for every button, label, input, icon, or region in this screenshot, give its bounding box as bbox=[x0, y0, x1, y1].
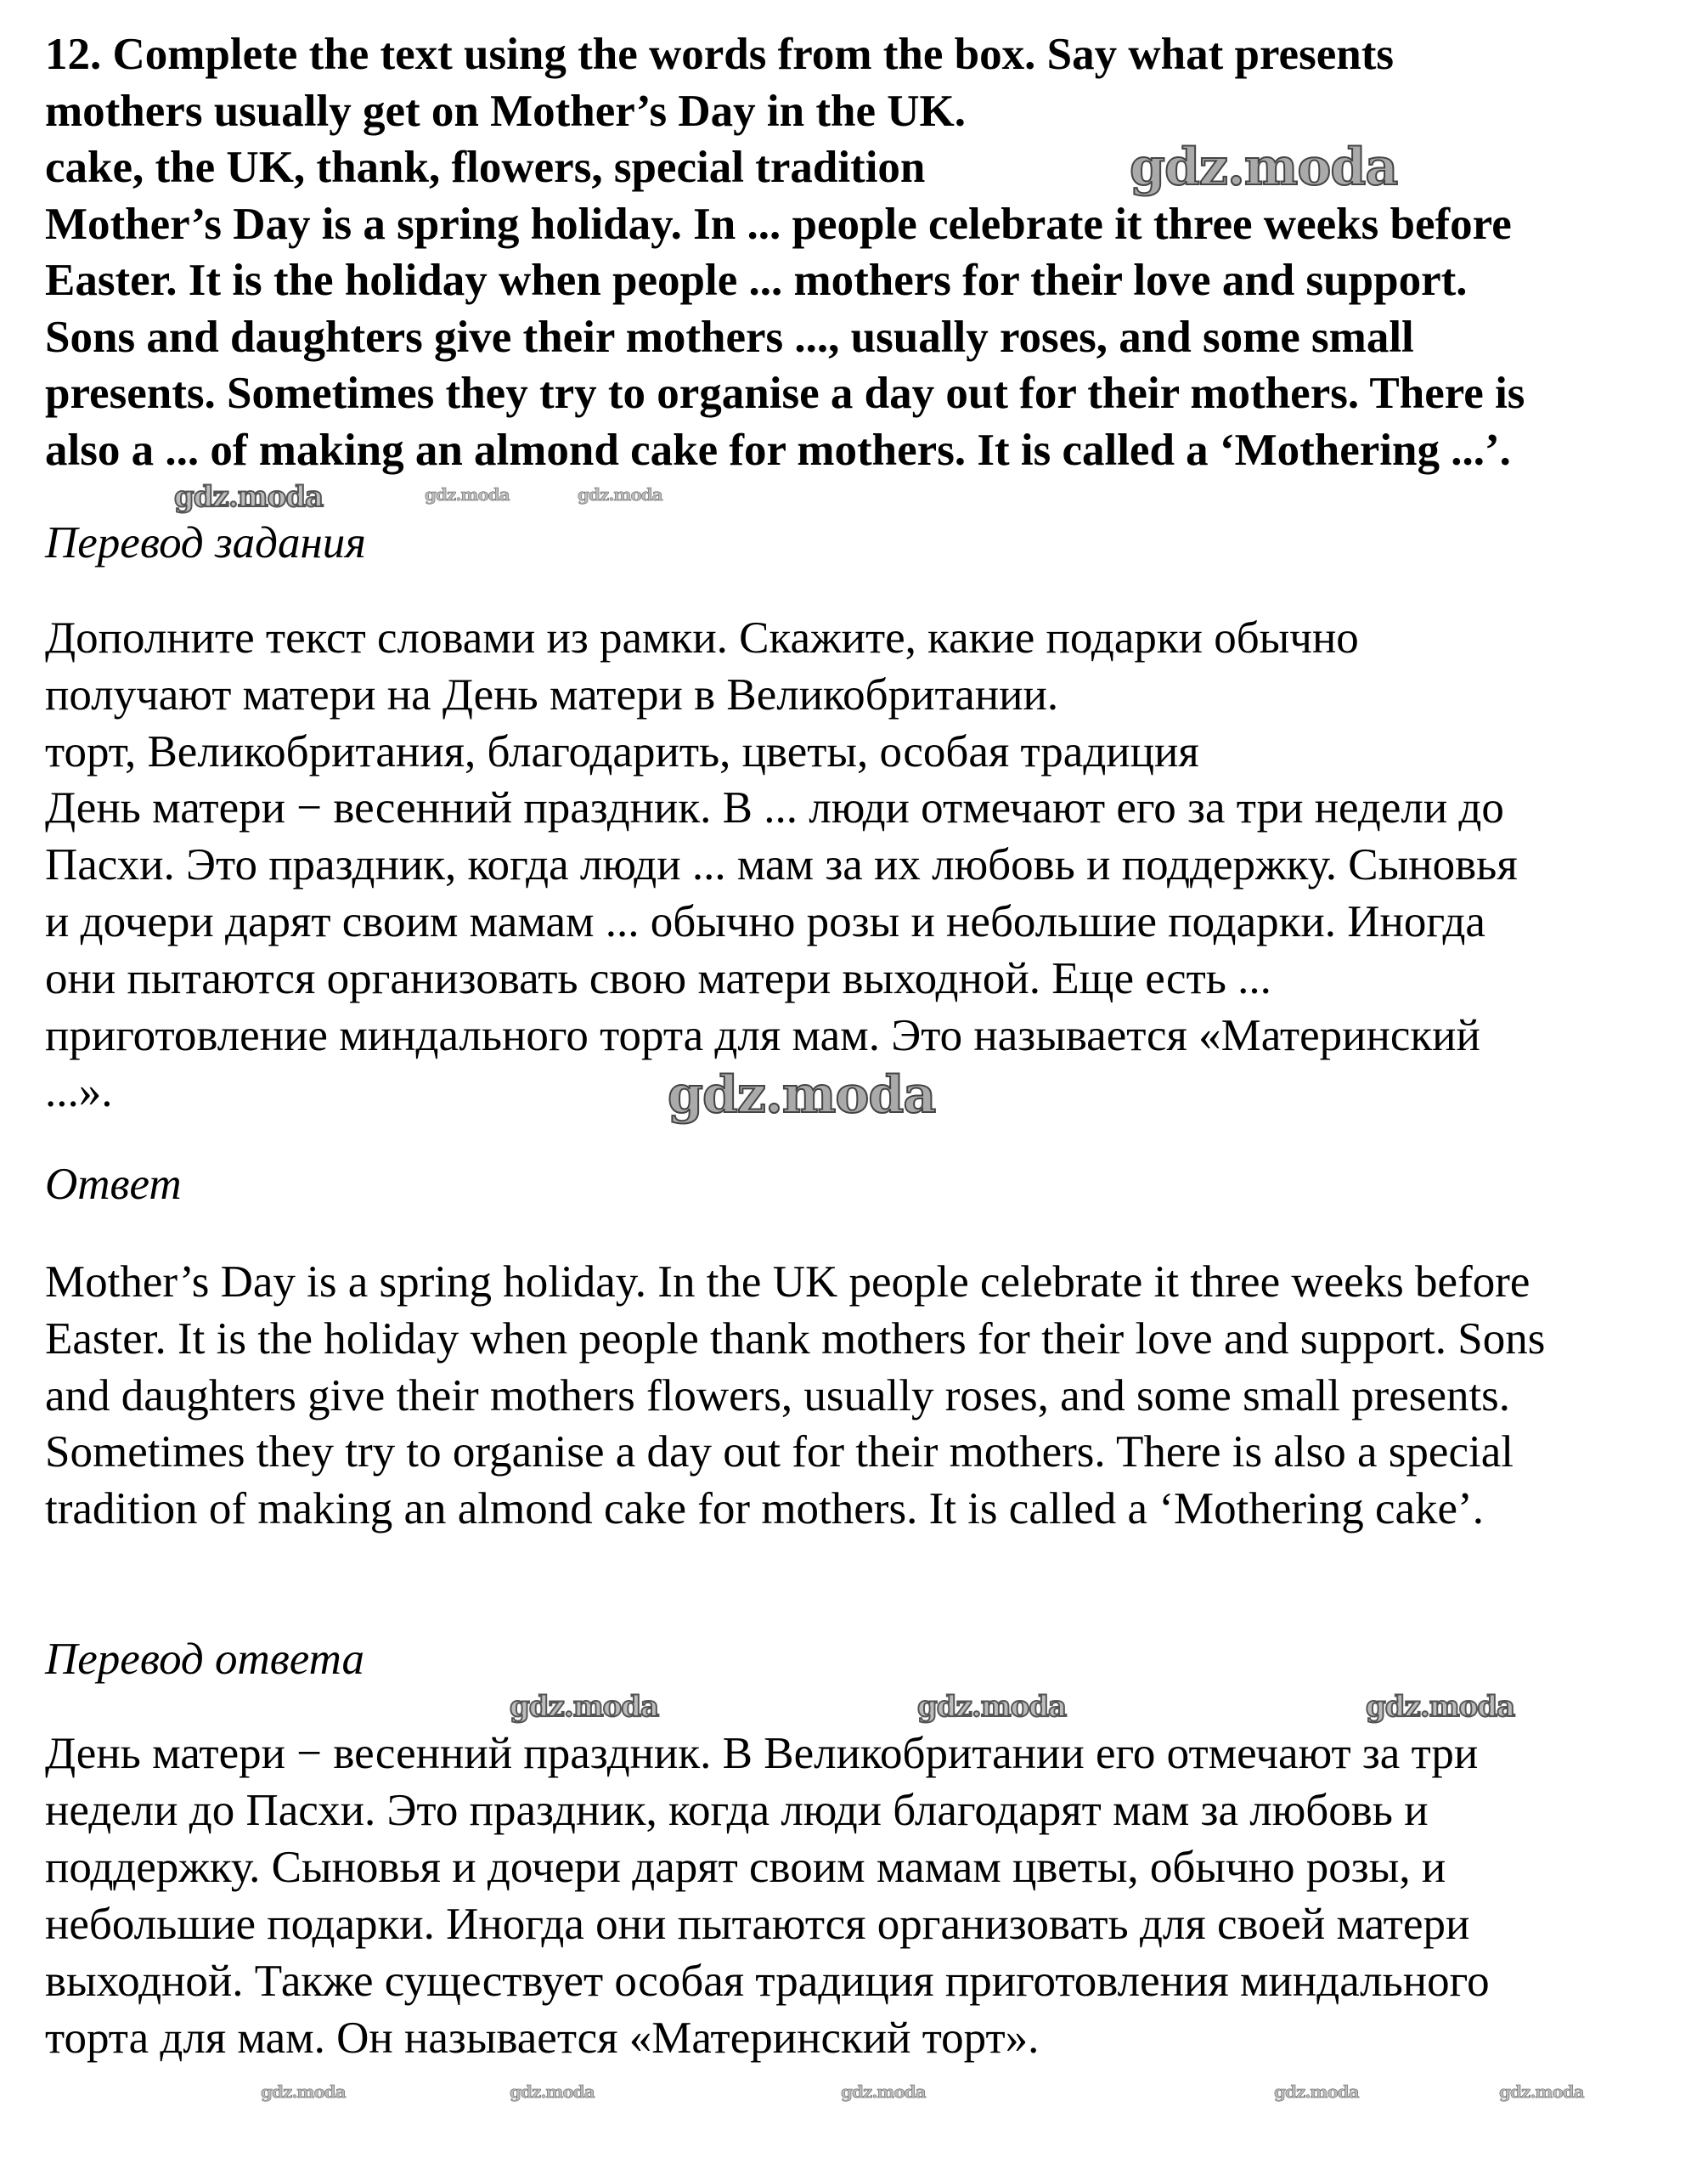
answer-translation-heading: Перевод ответа bbox=[45, 1635, 365, 1684]
text-line: небольшие подарки. Иногда они пытаются организовать для своей матери bbox=[45, 1900, 1470, 1949]
text-line: торт, Великобритания, благодарить, цветы, особая традиция bbox=[45, 726, 1199, 777]
text-line: Sometimes they try to organise a day out for their mothers. There is also a special bbox=[45, 1427, 1514, 1477]
watermark: gdz.moda bbox=[1130, 138, 1398, 197]
text-line: Sons and daughters give their mothers ..., usually roses, and some small bbox=[45, 312, 1414, 362]
watermark: gdz.moda bbox=[261, 2081, 346, 2102]
text-line: они пытаются организовать свою матери выходной. Еще есть ... bbox=[45, 953, 1271, 1003]
text-line: выходной. Также существует особая традиция приготовления миндального bbox=[45, 1957, 1490, 2006]
text-line: Пасхи. Это праздник, когда люди ... мам за их любовь и поддержку. Сыновья bbox=[45, 840, 1518, 890]
text-line: День матери − весенний праздник. В Великобритании его отмечают за три bbox=[45, 1729, 1479, 1778]
text-line: Easter. It is the holiday when people thank mothers for their love and support. Sons bbox=[45, 1313, 1546, 1364]
text-line: Easter. It is the holiday when people ... mothers for their love and support. bbox=[45, 256, 1468, 305]
watermark: gdz.moda bbox=[917, 1690, 1067, 1724]
watermark: gdz.moda bbox=[174, 480, 324, 514]
text-line: получают матери на День матери в Великобритании. bbox=[45, 669, 1059, 720]
text-line: Дополните текст словами из рамки. Скажите, какие подарки обычно bbox=[45, 613, 1359, 663]
text-line: tradition of making an almond cake for mothers. It is called a ‘Mothering cake’. bbox=[45, 1484, 1484, 1534]
watermark: gdz.moda bbox=[841, 2081, 926, 2102]
text-line: Mother’s Day is a spring holiday. In the UK people celebrate it three weeks before bbox=[45, 1257, 1530, 1307]
watermark: gdz.moda bbox=[510, 2081, 595, 2102]
text-line: недели до Пасхи. Это праздник, когда люди благодарят мам за любовь и bbox=[45, 1786, 1429, 1835]
watermark: gdz.moda bbox=[425, 484, 510, 505]
text-line: also a ... of making an almond cake for mothers. It is called a ‘Mothering ...’. bbox=[45, 425, 1511, 475]
watermark: gdz.moda bbox=[578, 484, 662, 505]
text-line: торта для мам. Он называется «Материнский торт». bbox=[45, 2013, 1040, 2063]
text-line: День матери − весенний праздник. В ... люди отмечают его за три недели до bbox=[45, 783, 1504, 833]
answer-heading: Ответ bbox=[45, 1160, 182, 1209]
text-line: ...». bbox=[45, 1067, 113, 1117]
text-line: приготовление миндального торта для мам. Это называется «Материнский bbox=[45, 1010, 1480, 1060]
watermark: gdz.moda bbox=[1274, 2081, 1359, 2102]
text-line: поддержку. Сыновья и дочери дарят своим мамам цветы, обычно розы, и bbox=[45, 1843, 1446, 1892]
watermark: gdz.moda bbox=[510, 1690, 659, 1724]
watermark: gdz.moda bbox=[1366, 1690, 1515, 1724]
text-line: cake, the UK, thank, flowers, special tradition bbox=[45, 143, 926, 192]
watermark: gdz.moda bbox=[1499, 2081, 1584, 2102]
text-line: and daughters give their mothers flowers, usually roses, and some small presents. bbox=[45, 1370, 1511, 1420]
text-line: 12. Complete the text using the words from the box. Say what presents bbox=[45, 30, 1394, 79]
text-line: mothers usually get on Mother’s Day in the UK. bbox=[45, 86, 966, 136]
task-translation-heading: Перевод задания bbox=[45, 518, 366, 568]
watermark: gdz.moda bbox=[668, 1065, 936, 1125]
text-line: presents. Sometimes they try to organise a day out for their mothers. There is bbox=[45, 369, 1525, 418]
text-line: и дочери дарят своим мамам ... обычно розы и небольшие подарки. Иногда bbox=[45, 897, 1485, 946]
text-line: Mother’s Day is a spring holiday. In ... people celebrate it three weeks before bbox=[45, 199, 1512, 249]
